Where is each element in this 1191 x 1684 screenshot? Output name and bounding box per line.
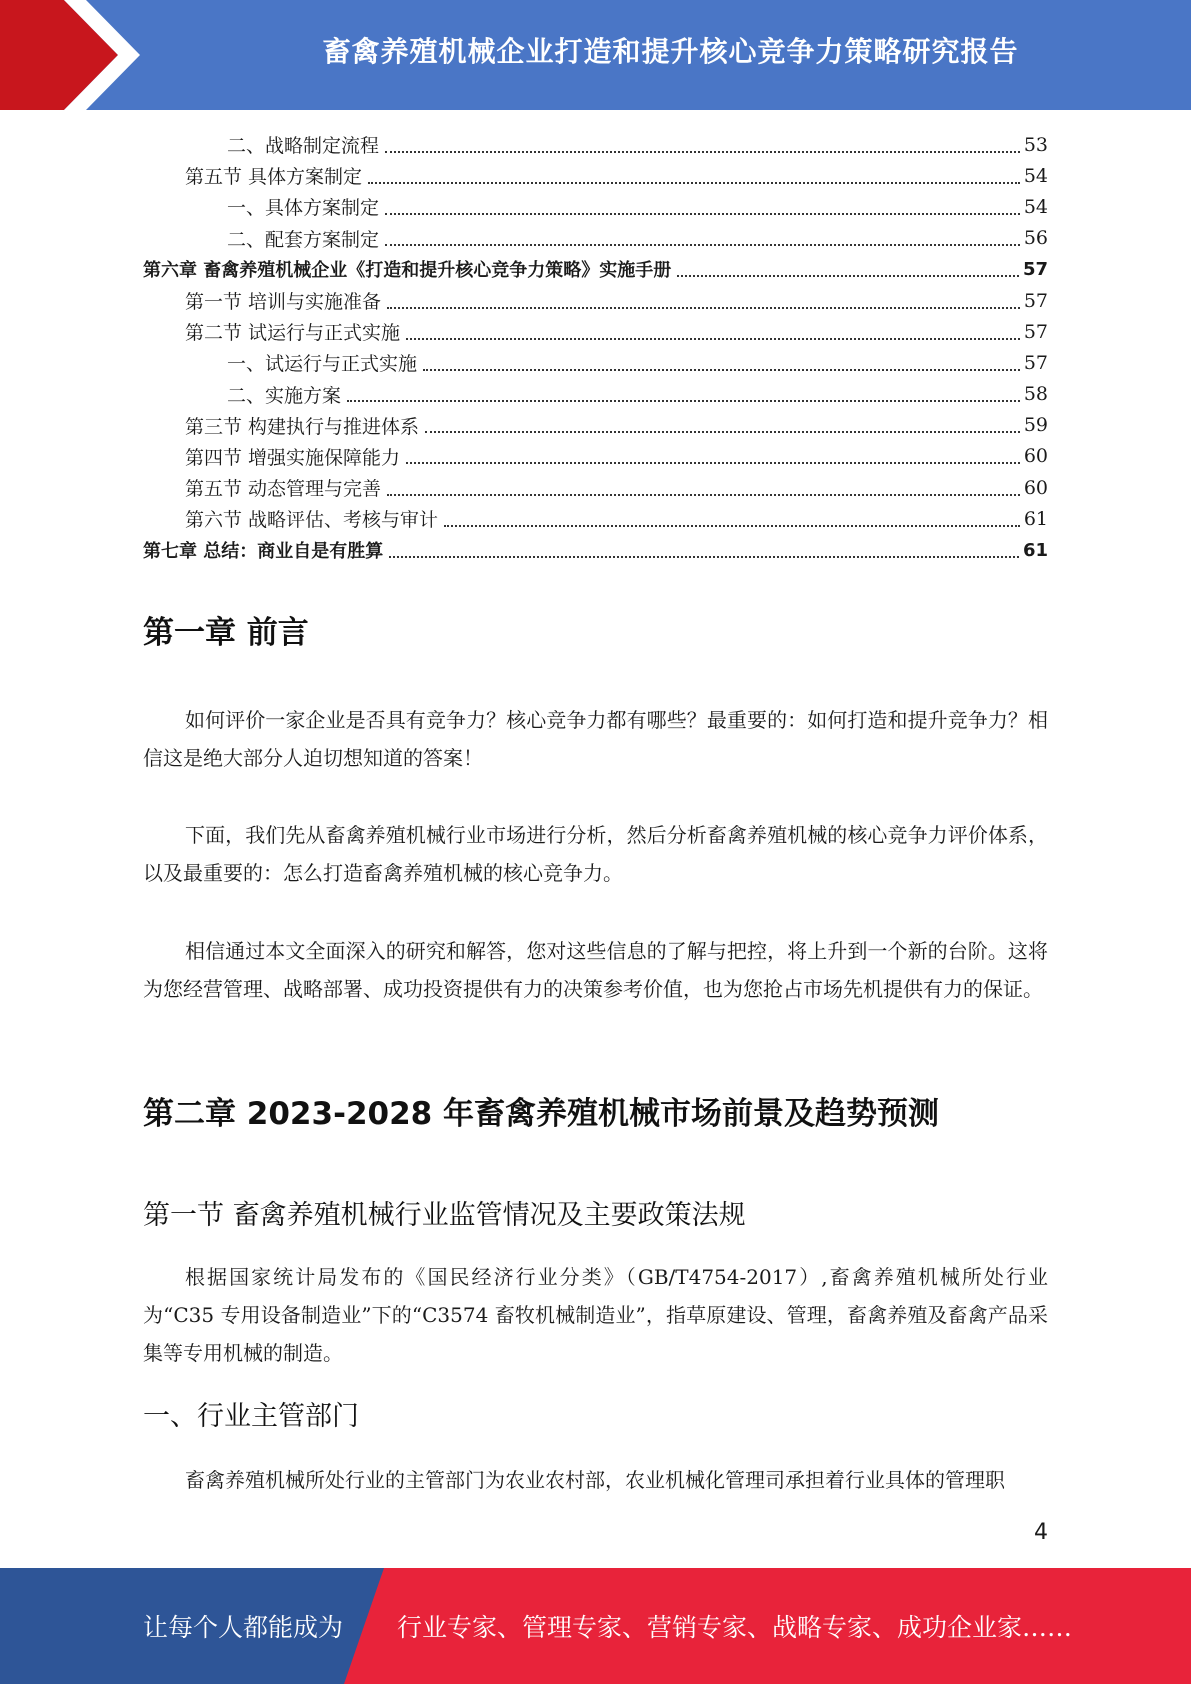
toc-entry-label: 第一节 培训与实施准备	[185, 291, 382, 314]
toc-entry-page: 61	[1022, 539, 1048, 561]
toc-entry-page: 56	[1023, 227, 1048, 250]
toc-entry-page: 57	[1023, 351, 1048, 374]
toc-entry-page: 57	[1023, 320, 1048, 343]
toc-entry[interactable]	[143, 472, 1048, 503]
toc-entry-page: 57	[1022, 258, 1048, 280]
toc-leader-dots	[406, 334, 1020, 340]
toc-leader-dots	[385, 240, 1020, 246]
toc-leader-dots	[423, 365, 1020, 371]
toc-entry-page: 54	[1023, 164, 1048, 187]
chapter-2-heading: 第二章 2023-2028 年畜禽养殖机械市场前景及趋势预测	[143, 1096, 940, 1132]
toc-leader-dots	[387, 490, 1020, 496]
toc-entry[interactable]	[143, 316, 1048, 347]
report-title: 畜禽养殖机械企业打造和提升核心竞争力策略研究报告	[322, 35, 1019, 68]
toc-leader-dots	[368, 178, 1020, 184]
footer-slogan-left: 让每个人都能成为	[143, 1613, 344, 1642]
page-header	[0, 0, 1191, 110]
toc-entry[interactable]	[143, 347, 1048, 378]
toc-entry[interactable]	[143, 129, 1048, 160]
toc-entry-label: 二、配套方案制定	[227, 228, 380, 251]
toc-leader-dots	[406, 458, 1020, 464]
subsection-heading: 一、行业主管部门	[143, 1401, 359, 1432]
toc-entry-label: 二、战略制定流程	[227, 135, 380, 158]
table-of-contents	[143, 129, 1048, 566]
toc-entry-label: 第二节 试运行与正式实施	[185, 322, 401, 345]
toc-leader-dots	[389, 552, 1019, 558]
subsection-paragraph: 畜禽养殖机械所处行业的主管部门为农业农村部，农业机械化管理司承担着行业具体的管理职	[185, 1468, 1005, 1492]
footer-slogan-right: 行业专家、管理专家、营销专家、战略专家、成功企业家……	[397, 1613, 1073, 1642]
section-1-paragraph: 根据国家统计局发布的《国民经济行业分类》（GB/T4754-2017）,畜禽养殖机械所处行业为“C35 专用设备制造业”下的“C3574 畜牧机械制造业”，指草原建设、管理，畜禽养殖及畜禽产品采集等专用机械的制造。	[143, 1265, 1048, 1365]
toc-entry-label: 第五节 动态管理与完善	[185, 478, 382, 501]
toc-entry-label: 一、试运行与正式实施	[227, 353, 418, 376]
toc-entry[interactable]	[143, 441, 1048, 472]
toc-entry[interactable]	[143, 254, 1048, 285]
toc-entry-label: 第七章 总结：商业自是有胜算	[143, 541, 384, 563]
toc-entry-page: 54	[1023, 195, 1048, 218]
chapter-1-paragraph-1: 如何评价一家企业是否具有竞争力？核心竞争力都有哪些？最重要的：如何打造和提升竞争力？相信这是绝大部分人迫切想知道的答案！	[143, 708, 1048, 770]
toc-entry[interactable]	[143, 285, 1048, 316]
toc-leader-dots	[677, 271, 1019, 277]
chapter-1-paragraph-3: 相信通过本文全面深入的研究和解答，您对这些信息的了解与把控，将上升到一个新的台阶。这将为您经营管理、战略部署、成功投资提供有力的决策参考价值，也为您抢占市场先机提供有力的保证。	[143, 939, 1048, 1001]
toc-entry[interactable]	[143, 160, 1048, 191]
toc-entry-page: 59	[1023, 414, 1048, 437]
toc-entry-label: 第六章 畜禽养殖机械企业《打造和提升核心竞争力策略》实施手册	[143, 260, 672, 282]
chapter-1-paragraph-2: 下面，我们先从畜禽养殖机械行业市场进行分析，然后分析畜禽养殖机械的核心竞争力评价体系，以及最重要的：怎么打造畜禽养殖机械的核心竞争力。	[143, 823, 1048, 885]
toc-entry[interactable]	[143, 223, 1048, 254]
toc-entry[interactable]	[143, 379, 1048, 410]
section-1-heading: 第一节 畜禽养殖机械行业监管情况及主要政策法规	[143, 1200, 746, 1231]
toc-entry-label: 第三节 构建执行与推进体系	[185, 415, 420, 438]
page-number: 4	[1034, 1520, 1048, 1545]
toc-entry-label: 一、具体方案制定	[227, 197, 380, 220]
toc-entry[interactable]	[143, 503, 1048, 534]
toc-leader-dots	[425, 427, 1020, 433]
toc-leader-dots	[347, 396, 1020, 402]
toc-leader-dots	[444, 521, 1020, 527]
toc-leader-dots	[387, 303, 1020, 309]
toc-entry-label: 第五节 具体方案制定	[185, 166, 363, 189]
toc-entry-page: 60	[1023, 476, 1048, 499]
toc-entry-label: 二、实施方案	[227, 384, 342, 407]
chapter-1-heading: 第一章 前言	[143, 615, 309, 651]
toc-entry[interactable]	[143, 410, 1048, 441]
toc-entry-page: 61	[1023, 507, 1048, 530]
toc-entry[interactable]	[143, 191, 1048, 222]
toc-entry-page: 53	[1023, 133, 1048, 156]
toc-entry-label: 第六节 战略评估、考核与审计	[185, 509, 439, 532]
toc-entry-label: 第四节 增强实施保障能力	[185, 446, 401, 469]
toc-leader-dots	[385, 209, 1020, 215]
toc-entry-page: 60	[1023, 445, 1048, 468]
toc-entry[interactable]	[143, 534, 1048, 565]
header-arrow-decoration	[0, 0, 160, 110]
toc-leader-dots	[385, 147, 1020, 153]
page-footer	[0, 1568, 1191, 1684]
toc-entry-page: 57	[1023, 289, 1048, 312]
toc-entry-page: 58	[1023, 383, 1048, 406]
